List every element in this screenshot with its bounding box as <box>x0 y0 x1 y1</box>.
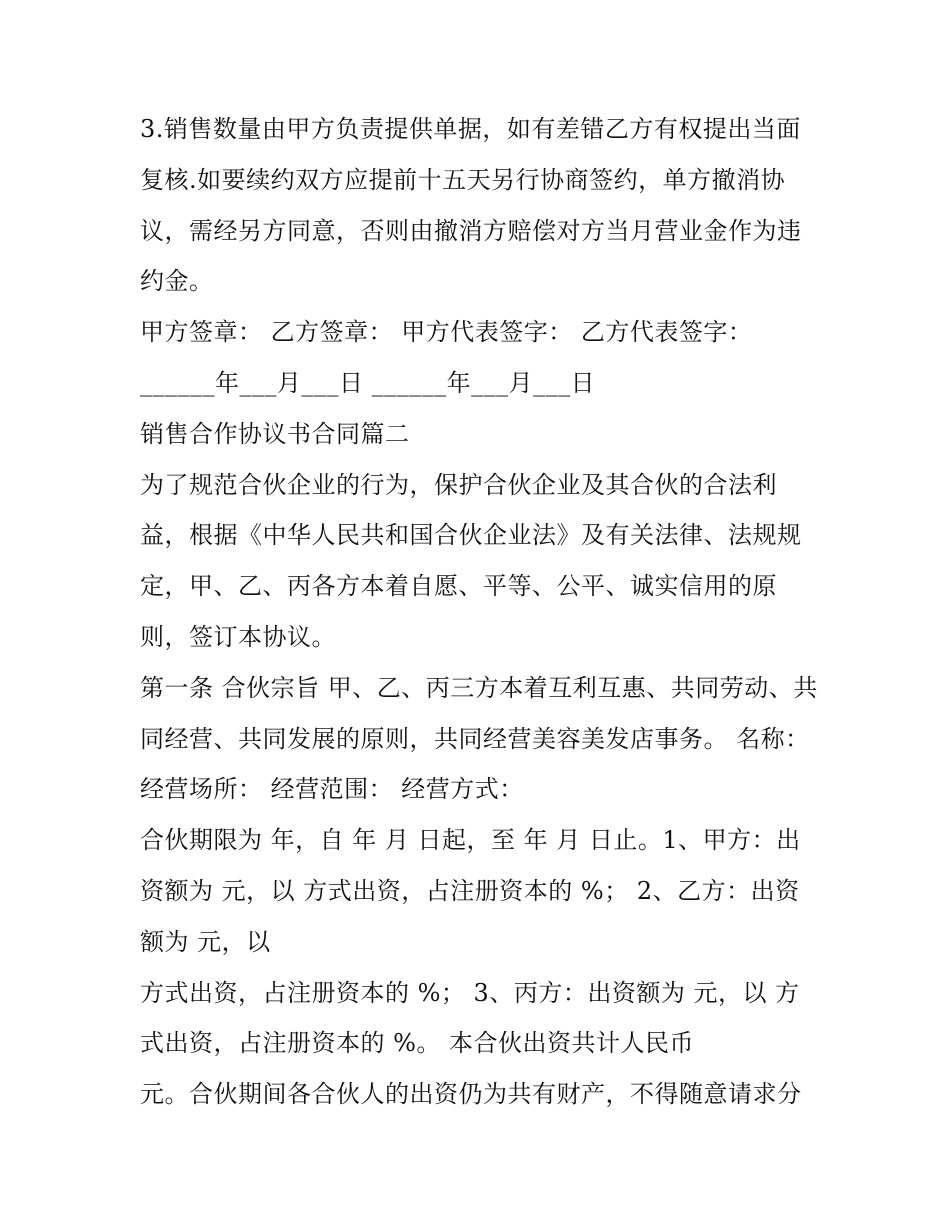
paragraph-preamble: 为了规范合伙企业的行为，保护合伙企业及其合伙的合法利益，根据《中华人民共和国合伙企业法》及有关法律、法规规定，甲、乙、丙各方本着自愿、平等、公平、诚实信用的原则，签订本协议。 <box>140 470 802 651</box>
paragraph-article-1: 第一条 合伙宗旨 甲、乙、丙三方本着互利互惠、共同劳动、共同经营、共同发展的原则，共同经营美容美发店事务。 名称： 经营场所： 经营范围： 经营方式： <box>140 673 818 804</box>
paragraph-capital-continued: 方式出资，占注册资本的 %； 3、丙方：出资额为 元，以 方式出资，占注册资本的 %。 本合伙出资共计人民币 <box>140 978 800 1058</box>
signature-line: 甲方签章： 乙方签章： 甲方代表签字： 乙方代表签字： <box>140 318 753 347</box>
paragraph-term-and-capital: 合伙期限为 年，自 年 月 日起，至 年 月 日止。1、甲方：出资额为 元，以 方式出资，占注册资本的 %； 2、乙方：出资额为 元，以 <box>140 826 801 956</box>
paragraph-clause-3: 3.销售数量由甲方负责提供单据，如有差错乙方有权提出当面复核.如要续约双方应提前十五天另行协商签约，单方撤消协议，需经另方同意，否则由撤消方赔偿对方当月营业金作为违约金。 <box>140 115 802 296</box>
paragraph-capital-total: 元。合伙期间各合伙人的出资仍为共有财产，不得随意请求分 <box>140 1080 802 1109</box>
document-body <box>140 104 820 1120</box>
date-line: ______年___月___日 ______年___月___日 <box>140 368 596 397</box>
section-title: 销售合作协议书合同篇二 <box>140 419 410 448</box>
